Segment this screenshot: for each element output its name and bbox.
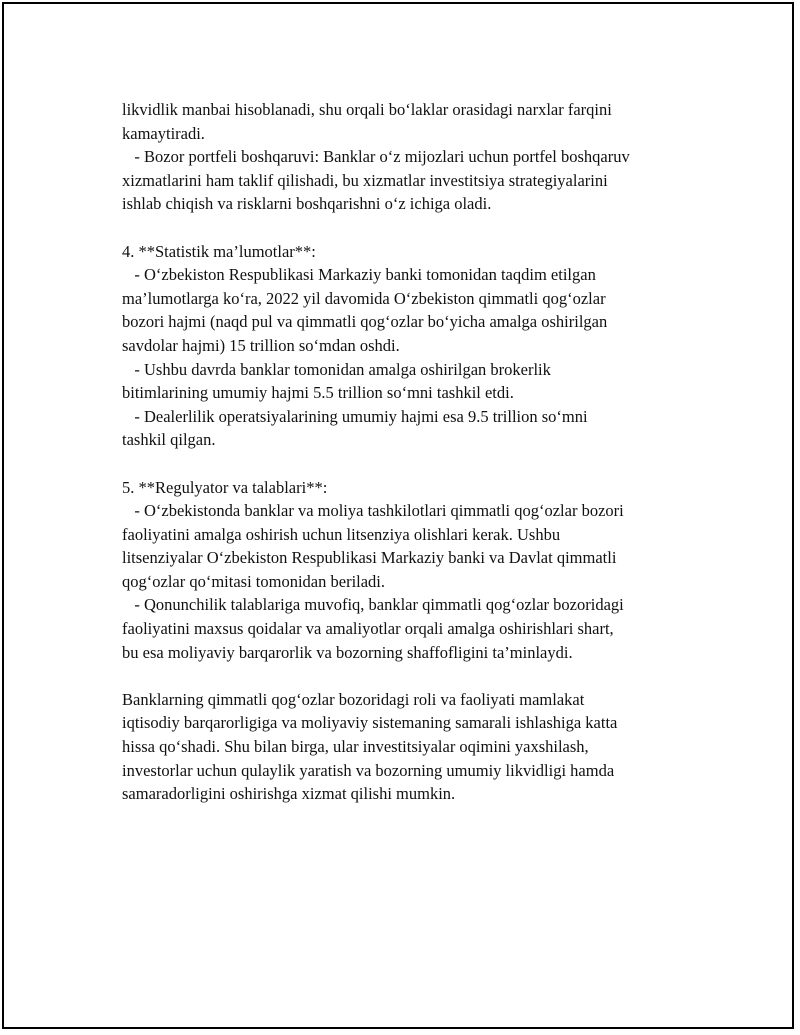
text-line: bu esa moliyaviy barqarorlik va bozorning shaffofligini ta’minlaydi. — [122, 642, 573, 662]
text-line: - Qonunchilik talablariga muvofiq, banklar qimmatli qog‘ozlar bozoridagi — [122, 595, 624, 615]
text-line: investorlar uchun qulaylik yaratish va bozorning umumiy likvidligi hamda — [122, 760, 615, 780]
text-line: samaradorligini oshirishga xizmat qilishi mumkin. — [122, 784, 456, 804]
text-line: litsenziyalar O‘zbekiston Respublikasi Markaziy banki va Davlat qimmatli — [122, 548, 617, 568]
text-line: iqtisodiy barqarorligiga va moliyaviy sistemaning samarali ishlashiga katta — [122, 713, 618, 733]
text-line: ma’lumotlarga ko‘ra, 2022 yil davomida O‘zbekiston qimmatli qog‘ozlar — [122, 288, 606, 308]
text-line: bozori hajmi (naqd pul va qimmatli qog‘ozlar bo‘yicha amalga oshirilgan — [122, 312, 608, 332]
blank-line — [122, 216, 712, 240]
text-line: ishlab chiqish va risklarni boshqarishni o‘z ichiga oladi. — [122, 194, 492, 214]
paragraph-liquidity — [122, 98, 712, 145]
text-line: likvidlik manbai hisoblanadi, shu orqali bo‘laklar orasidagi narxlar farqini — [122, 100, 612, 119]
blank-line — [122, 452, 712, 476]
section-heading: 5. **Regulyator va talablari**: — [122, 477, 328, 497]
text-line: - Ushbu davrda banklar tomonidan amalga oshirilgan brokerlik — [122, 359, 551, 379]
text-line: - Dealerlilik operatsiyalarining umumiy hajmi esa 9.5 trillion so‘mni — [122, 406, 588, 426]
text-line: Banklarning qimmatli qog‘ozlar bozoridagi roli va faoliyati mamlakat — [122, 689, 585, 709]
text-line: qog‘ozlar qo‘mitasi tomonidan beriladi. — [122, 571, 386, 591]
text-line: tashkil qilgan. — [122, 430, 216, 450]
document-body — [122, 98, 712, 806]
text-line: - Bozor portfeli boshqaruvi: Banklar o‘z mijozlari uchun portfel boshqaruv — [122, 147, 630, 167]
text-line: xizmatlarini ham taklif qilishadi, bu xizmatlar investitsiya strategiyalarini — [122, 170, 608, 190]
text-line: - O‘zbekiston Respublikasi Markaziy banki tomonidan taqdim etilgan — [122, 265, 596, 285]
blank-line — [122, 664, 712, 688]
text-line: faoliyatini amalga oshirish uchun litsenziya olishlari kerak. Ushbu — [122, 524, 561, 544]
paragraph-conclusion — [122, 688, 712, 806]
text-line: - O‘zbekistonda banklar va moliya tashkilotlari qimmatli qog‘ozlar bozori — [122, 501, 624, 521]
text-line: bitimlarining umumiy hajmi 5.5 trillion so‘mni tashkil etdi. — [122, 383, 514, 403]
text-line: kamaytiradi. — [122, 123, 205, 143]
text-line: savdolar hajmi) 15 trillion so‘mdan oshdi. — [122, 335, 400, 355]
section-statistics — [122, 240, 712, 452]
section-heading: 4. **Statistik ma’lumotlar**: — [122, 241, 316, 261]
page-frame — [2, 2, 794, 1029]
text-line: faoliyatini maxsus qoidalar va amaliyotlar orqali amalga oshirishlari shart, — [122, 619, 614, 639]
paragraph-portfolio-management — [122, 145, 712, 216]
section-regulator — [122, 476, 712, 665]
text-line: hissa qo‘shadi. Shu bilan birga, ular investitsiyalar oqimini yaxshilash, — [122, 737, 589, 757]
